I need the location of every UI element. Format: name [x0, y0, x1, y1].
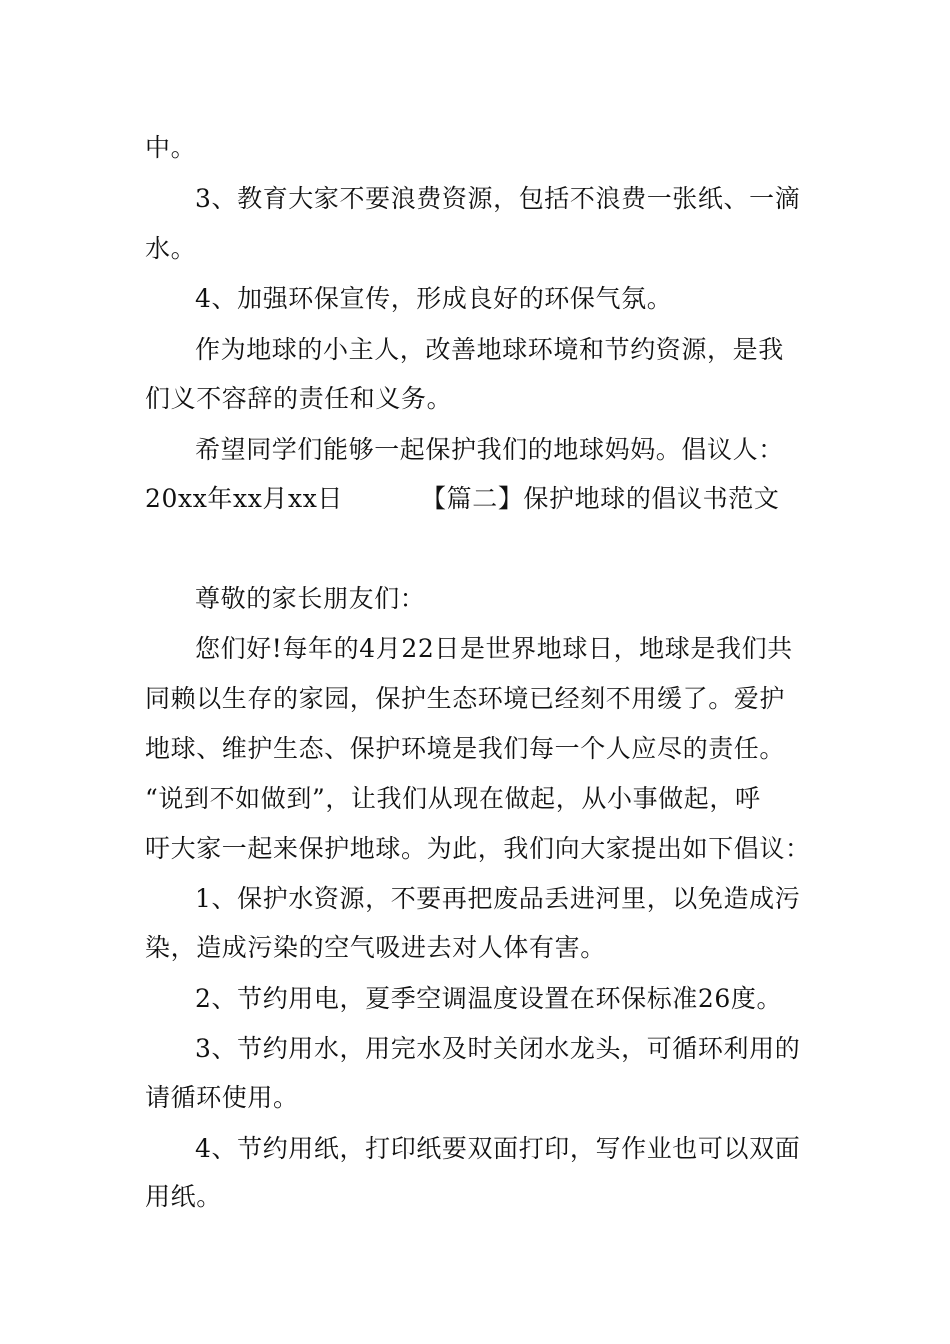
text-line: 1、保护水资源，不要再把废品丢进河里，以免造成污	[195, 884, 801, 913]
text-line: “说到不如做到”，让我们从现在做起，从小事做起，呼	[145, 784, 761, 813]
text-line: 4、加强环保宣传，形成良好的环保气氛。	[195, 284, 673, 313]
text-line: 4、节约用纸，打印纸要双面打印，写作业也可以双面	[195, 1134, 801, 1163]
section-heading: 【篇二】保护地球的倡议书范文	[421, 484, 780, 513]
text-line: 用纸。	[145, 1182, 222, 1211]
text-line: 吁大家一起来保护地球。为此，我们向大家提出如下倡议：	[145, 834, 811, 863]
text-line: 3、节约用水，用完水及时关闭水龙头，可循环利用的	[195, 1034, 801, 1063]
proposal-date: 20xx年xx月xx日	[145, 484, 344, 513]
text-line: 们义不容辞的责任和义务。	[145, 384, 453, 413]
text-line: 水。	[145, 234, 197, 263]
text-line: 染，造成污染的空气吸进去对人体有害。	[145, 933, 606, 962]
text-line: 作为地球的小主人，改善地球环境和节约资源，是我	[195, 335, 784, 364]
text-line: 希望同学们能够一起保护我们的地球妈妈。倡议人：	[195, 435, 784, 464]
text-line: 中。	[145, 133, 197, 162]
text-line: 3、教育大家不要浪费资源，包括不浪费一张纸、一滴	[195, 184, 801, 213]
salutation: 尊敬的家长朋友们：	[195, 584, 426, 613]
date-and-heading-line	[145, 484, 779, 514]
text-line: 同赖以生存的家园，保护生态环境已经刻不用缓了。爱护	[145, 684, 786, 713]
text-line: 地球、维护生态、保护环境是我们每一个人应尽的责任。	[145, 734, 786, 763]
text-line: 请循环使用。	[145, 1083, 299, 1112]
text-line: 您们好!每年的4月22日是世界地球日，地球是我们共	[195, 634, 793, 663]
text-line: 2、节约用电，夏季空调温度设置在环保标准26度。	[195, 984, 783, 1013]
